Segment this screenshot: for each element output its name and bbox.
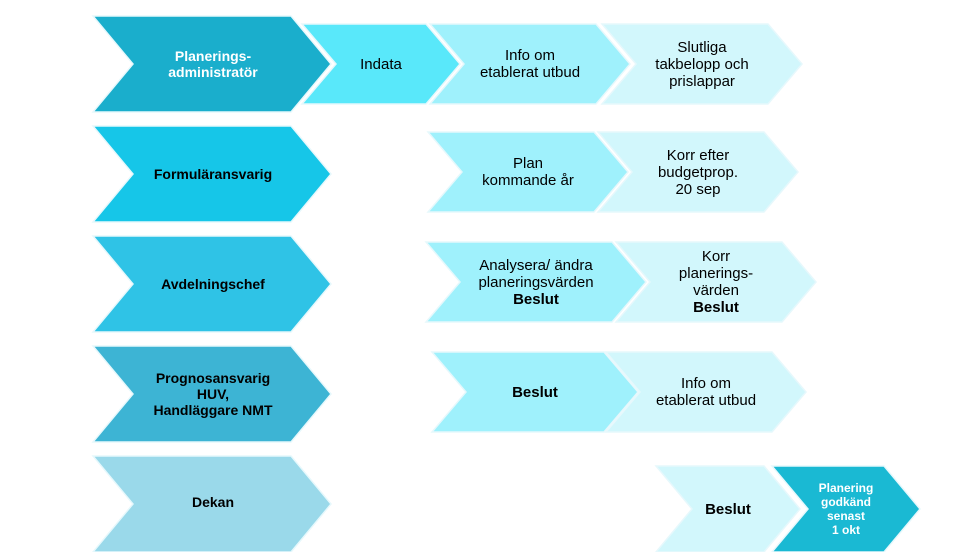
role-chevron-avdelningschef <box>93 236 331 332</box>
step-chevron-slutliga-takbelopp <box>602 24 802 104</box>
role-chevron-formularansvarig <box>93 126 331 222</box>
role-label-line: Prognosansvarig <box>155 370 271 386</box>
step-label-line: Analysera/ ändra <box>479 256 593 274</box>
step-label-line: godkänd <box>821 495 871 509</box>
step-label-line: Planering <box>818 481 874 495</box>
step-label-line: Korr <box>701 248 731 265</box>
role-chevron-dekan <box>93 456 331 552</box>
step-label-line: Plan <box>512 155 544 172</box>
step-label-line: budgetprop. <box>657 163 739 181</box>
step-label-line: Info om <box>680 375 732 392</box>
step-chevron-korr-planeringsvarden <box>616 242 816 322</box>
step-label-line: planeringsvärden <box>478 273 594 291</box>
role-label-line: administratör <box>168 64 258 80</box>
step-chevron-info-om-etablerat-utbud-2 <box>606 352 806 432</box>
role-label-line: Dekan <box>191 494 235 510</box>
step-chevron-info-om-etablerat-utbud <box>430 24 630 104</box>
step-label-line: 20 sep <box>675 180 721 198</box>
step-label-line: Korr efter <box>666 146 730 164</box>
step-label-bold: Beslut <box>512 383 558 401</box>
step-label-line: 1 okt <box>831 523 860 537</box>
step-label-line: värden <box>693 282 739 299</box>
step-label-bold: Beslut <box>693 299 739 316</box>
step-label-bold: Beslut <box>513 290 559 308</box>
step-label-line: Slutliga <box>677 38 727 56</box>
role-chevron-planeringsadministrator <box>93 16 331 112</box>
role-label-line: Handläggare NMT <box>153 402 273 418</box>
role-label-line: HUV, <box>196 386 230 402</box>
role-chevron-prognosansvarig <box>93 346 331 442</box>
step-label-line: kommande år <box>482 172 574 189</box>
step-chevron-planering-godkand <box>772 466 920 552</box>
step-label-line: Indata <box>360 55 402 73</box>
step-label-line: Info om <box>504 47 556 64</box>
role-label-line: Avdelningschef <box>161 276 265 292</box>
step-chevron-korr-efter-budgetprop <box>598 132 798 212</box>
step-label-line: etablerat utbud <box>655 392 757 409</box>
step-label-line: takbelopp och <box>655 55 749 73</box>
role-label-line: Formuläransvarig <box>153 166 273 182</box>
step-chevron-analysera-andra <box>426 242 646 322</box>
step-label-bold: Beslut <box>705 500 751 518</box>
role-label-line: Planerings- <box>174 48 252 64</box>
step-label-line: prislappar <box>669 72 735 90</box>
step-label-line: etablerat utbud <box>479 64 581 81</box>
step-label-line: senast <box>826 509 866 523</box>
step-label-line: planerings- <box>678 265 754 282</box>
